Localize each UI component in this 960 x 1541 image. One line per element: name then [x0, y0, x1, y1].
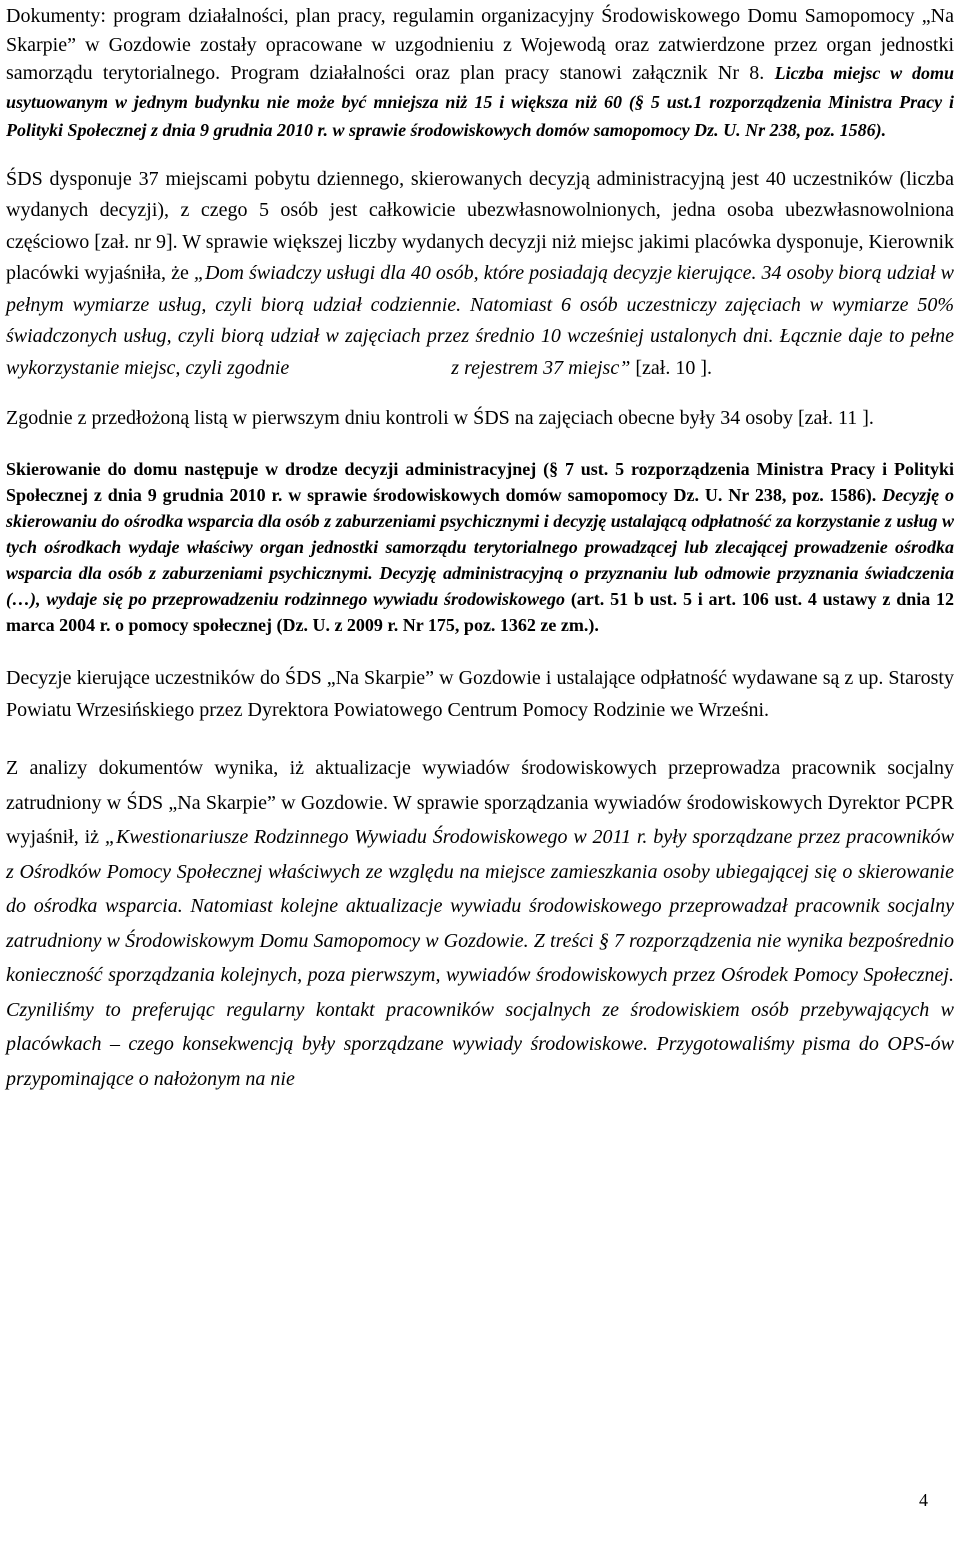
paragraph-interviews [6, 751, 954, 1096]
pcpr-quote: „Kwestionariusze Rodzinnego Wywiadu Środowiskowego w 2011 r. były sporządzane przez pracowników z Ośrodków Pomocy Społecznej właściwych ze względu na miejsce zamieszkania osoby ubiegającej się o skierowanie do ośrodka wsparcia. Natomiast kolejne aktualizacje wywiadu środowiskowego przeprowadzał pracownik socjalny zatrudniony w Środowiskowym Domu Samopomocy w Gozdowie. Z treści § 7 rozporządzenia nie wynika bezpośrednio konieczność sporządzania kolejnych, poza pierwszym, wywiadów środowiskowych przez Ośrodek Pomocy Społecznej. Czyniliśmy to preferując regularny kontakt pracowników socjalnych ze środowiskiem osób przebywających w placówkach – czego konsekwencją były sporządzane wywiady środowiskowe. Przygotowaliśmy pisma do OPS-ów przypominające o nałożonym na nie [6, 826, 954, 1090]
paragraph-attendance [6, 403, 954, 434]
paragraph-documents [6, 2, 954, 145]
paragraph-decisions [6, 662, 954, 726]
legal-note: Liczba miejsc w domu usytuowanym w jednym budynku nie może być mniejsza niż 15 i większa niż 60 (§ 5 ust.1 rozporządzenia Ministra Pracy i Polityki Społecznej z dnia 9 grudnia 2010 r. w sprawie środowiskowych domów samopomocy Dz. U. Nr 238, poz. 1586). [6, 63, 955, 140]
referral-body: Decyzję o skierowaniu do ośrodka wsparcia dla osób z zaburzeniami psychicznymi i decyzję ustalającą odpłatność za korzystanie z usług w tych ośrodkach wydaje właściwy organ jednostki samorządu terytorialnego prowadzącej lub zlecającej prowadzenie ośrodka wsparcia dla osób z zaburzeniami psychicznymi. Decyzję administracyjną o przyznaniu lub odmowie przyznania świadczenia (…), wydaje się po przeprowadzeniu rodzinnego wywiadu środowiskowego [6, 485, 954, 609]
director-quote: „Dom świadczy usługi dla 40 osób, które posiadają decyzje kierujące. 34 osoby biorą udział w pełnym wymiarze usług, czyli biorą udział codziennie. Natomiast 6 osób uczestniczy zajęciach w wymiarze 50% świadczonych usług, czyli biorą udział w zajęciach przez średnio 10 wcześniej ustalonych dni. Łącznie daje to pełne wykorzystanie miejsc, czyli zgodnie [6, 262, 954, 379]
paragraph-referral [6, 456, 954, 638]
capacity-text: ŚDS dysponuje 37 miejscami pobytu dziennego, skierowanych decyzją administracyjną jest 40 uczestników (liczba wydanych decyzji), z czego 5 osób jest całkowicie ubezwłasnowolnionych, jedna osoba ubezwłasnowolniona częściowo [zał. nr 9]. W sprawie większej liczby wydanych decyzji niż miejsc jakimi placówka dysponuje, Kierownik placówki wyjaśniła, że [6, 167, 954, 284]
attachment-ref: [zał. 10 ]. [630, 356, 712, 379]
referral-intro: Skierowanie do domu następuje w drodze decyzji administracyjnej (§ 7 ust. 5 rozporządzenia Ministra Pracy i Polityki Społecznej z dnia 9 grudnia 2010 r. w sprawie środowiskowych domów samopomocy Dz. U. Nr 238, poz. 1586). [6, 459, 954, 505]
director-quote-end: z rejestrem 37 miejsc” [451, 356, 631, 379]
documents-text: Dokumenty: program działalności, plan pracy, regulamin organizacyjny Środowiskowego Domu Samopomocy „Na Skarpie” w Gozdowie zostały opracowane w uzgodnieniu z Wojewodą oraz zatwierdzone przez organ jednostki samorządu terytorialnego. Program działalności oraz plan pracy stanowi załącznik Nr 8. [6, 5, 954, 84]
paragraph-capacity [6, 164, 954, 385]
referral-citation: (art. 51 b ust. 5 i art. 106 ust. 4 ustawy z dnia 12 marca 2004 r. o pomocy społecznej (Dz. U. z 2009 r. Nr 175, poz. 1362 ze zm.). [6, 589, 955, 635]
document-page [6, 2, 954, 1096]
interviews-text: Z analizy dokumentów wynika, iż aktualizacje wywiadów środowiskowych przeprowadza pracownik socjalny zatrudniony w ŚDS „Na Skarpie” w Gozdowie. W sprawie sporządzania wywiadów środowiskowych Dyrektor PCPR wyjaśnił, iż [6, 757, 954, 848]
decisions-text: Decyzje kierujące uczestników do ŚDS „Na Skarpie” w Gozdowie i ustalające odpłatność wydawane są z up. Starosty Powiatu Wrzesińskiego przez Dyrektora Powiatowego Centrum Pomocy Rodzinie we Wrześni. [6, 667, 954, 721]
page-number: 4 [919, 1490, 928, 1510]
attendance-text: Zgodnie z przedłożoną listą w pierwszym dniu kontroli w ŚDS na zajęciach obecne były 34 osoby [zał. 11 ]. [6, 407, 874, 429]
